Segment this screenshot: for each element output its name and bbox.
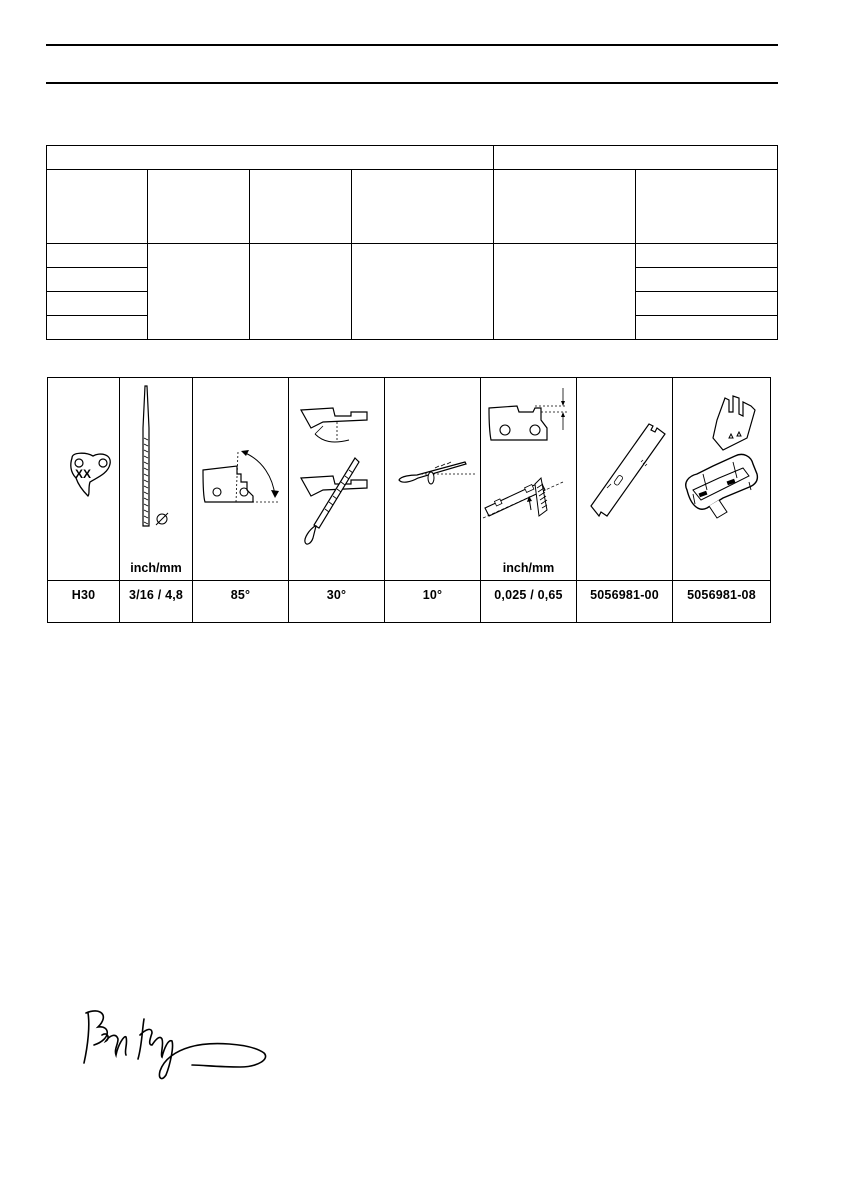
depth-gauge-tool-number: 5056981-00 (590, 588, 659, 602)
file-holder-icon (673, 378, 770, 558)
chain-marking-value: H30 (71, 588, 96, 602)
column-file-tilt (385, 378, 481, 622)
spec-row-cell (635, 243, 778, 268)
depth-gauge-tool-icon (577, 378, 673, 558)
header-rule-second (46, 82, 778, 84)
header-rule-top (46, 44, 778, 46)
filing-angle-icon (289, 378, 385, 558)
spec-row-cell (46, 291, 148, 316)
file-diameter-unit: inch/mm (130, 561, 182, 575)
file-tilt-icon (385, 378, 481, 558)
column-filing-angle (289, 378, 385, 622)
spec-col-header (249, 169, 352, 244)
depth-gauge-unit: inch/mm (502, 561, 555, 575)
spec-row-cell (635, 267, 778, 292)
specification-table (46, 145, 778, 340)
depth-gauge-setting-icon (481, 378, 577, 558)
spec-merged-cell (249, 243, 352, 340)
spec-row-cell (635, 315, 778, 340)
spec-merged-cell (493, 243, 636, 340)
depth-gauge-value: 0,025 / 0,65 (494, 588, 563, 602)
spec-row-cell (46, 315, 148, 340)
column-depth-gauge (481, 378, 577, 622)
spec-merged-cell (147, 243, 250, 340)
file-diameter-value: 3/16 / 4,8 (128, 588, 184, 602)
spec-header-right (493, 145, 778, 170)
column-file-holder (673, 378, 770, 622)
spec-merged-cell (351, 243, 494, 340)
column-top-plate-angle (193, 378, 289, 622)
spec-row-cell (46, 243, 148, 268)
spec-row-cell (46, 267, 148, 292)
spec-col-header (493, 169, 636, 244)
file-tilt-value: 10° (422, 588, 443, 602)
spec-header-left (46, 145, 494, 170)
column-chain-marking (48, 378, 120, 622)
spec-col-header (351, 169, 494, 244)
chain-marking-icon (48, 378, 120, 578)
sharpening-table (47, 377, 771, 623)
column-depth-gauge-tool (577, 378, 673, 622)
spec-col-header (46, 169, 148, 244)
spec-col-header (147, 169, 250, 244)
file-holder-number: 5056981-08 (687, 588, 756, 602)
round-file-icon (120, 378, 193, 558)
column-file-diameter (120, 378, 193, 622)
filing-angle-value: 30° (326, 588, 347, 602)
spec-row-cell (635, 291, 778, 316)
top-plate-angle-value: 85° (230, 588, 251, 602)
spec-col-header (635, 169, 778, 244)
gauge-code-label: XX (74, 467, 92, 481)
top-plate-angle-icon (193, 378, 289, 558)
signature (80, 1005, 270, 1085)
